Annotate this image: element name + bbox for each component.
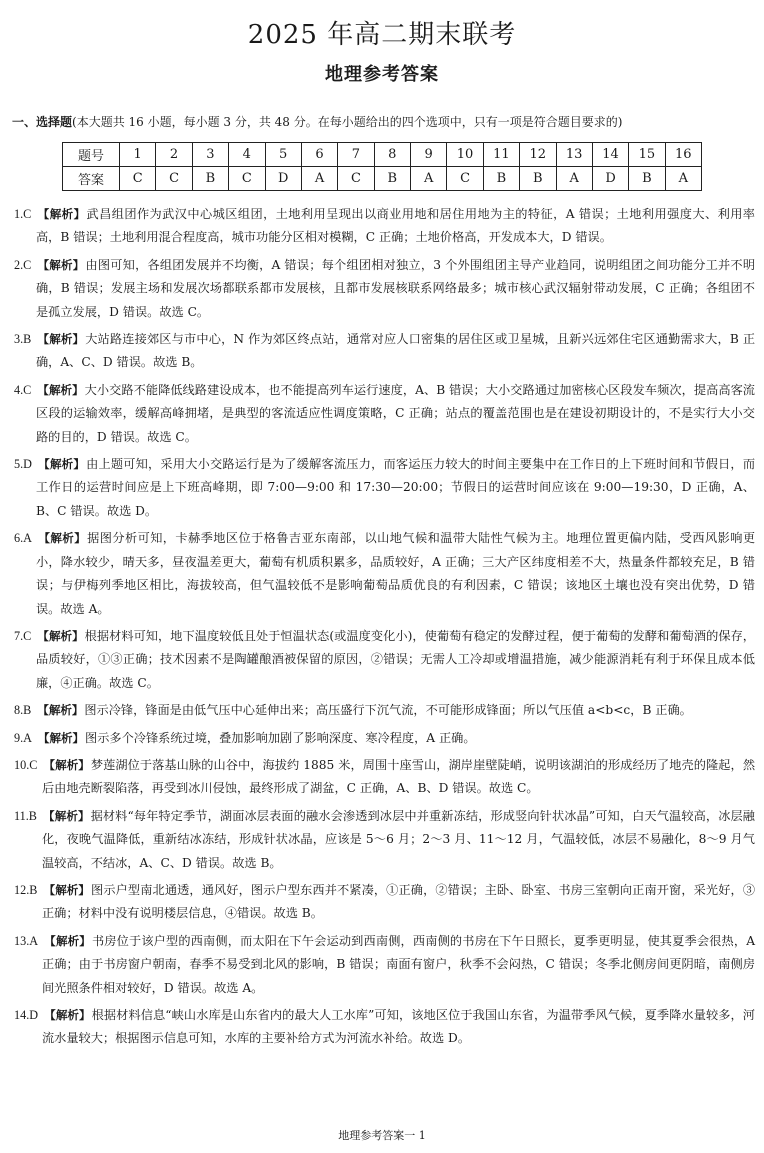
- item-number: 9.A: [14, 730, 32, 745]
- item-explanation: 图示户型南北通透，通风好，图示户型东西并不紧凑，①正确，②错误；主卧、卧室、书房三室朝向正南开窗，采光好，③正确；材料中没有说明楼层信息，④错误。故选 B。: [42, 882, 756, 921]
- answer-cell: B: [192, 167, 228, 191]
- question-number-cell: 16: [665, 143, 701, 167]
- answer-explanations: [14, 203, 755, 1055]
- item-number: 12.B: [14, 882, 38, 897]
- answer-item: [14, 379, 755, 449]
- section-instructions: (本大题共 16 小题，每小题 3 分，共 48 分。在每小题给出的四个选项中，只有一项是符合题目要求的): [72, 115, 623, 129]
- answer-cell: B: [483, 167, 519, 191]
- question-number-cell: 11: [483, 143, 519, 167]
- item-explanation: 大站路连接郊区与市中心，N 作为郊区终点站，通常对应人口密集的居住区或卫星城，且新兴远郊住宅区通勤需求大，B 正确，A、C、D 错误。故选 B。: [36, 332, 756, 370]
- page-title: 2025 年高二期末联考: [247, 20, 517, 50]
- answer-item: [14, 805, 755, 875]
- item-number: 8.B: [14, 703, 32, 718]
- question-number-cell: 10: [447, 143, 483, 167]
- answer-cell: C: [338, 167, 374, 191]
- item-explanation: 据材料“每年特定季节，湖面冰层表面的融水会渗透到冰层中并重新冻结，形成竖向针状冰晶”可知，白天气温较高，冰层融化，夜晚气温降低，重新结冰冻结，形成针状冰晶，应该是 5～6 月；2～3 月、11～12 月，气温较低，冰层不易融化，8～9 月气温较高，不结冰，A、C、D 错误。故选 B。: [42, 808, 755, 870]
- item-number: 7.C: [14, 628, 32, 643]
- answer-table-answer-row: [63, 167, 702, 191]
- answer-item: [14, 254, 755, 324]
- analysis-tag: 【解析】: [43, 757, 90, 772]
- question-number-cell: 1: [120, 143, 156, 167]
- item-explanation: 武昌组团作为武汉中心城区组团，土地利用呈现出以商业用地和居住用地为主的特征，A 错误；土地利用强度大、利用率高，B 错误；土地利用混合程度高，城市功能分区相对模糊，C 正确；土地价格高，开发成本大，D 错误。: [36, 207, 755, 245]
- answer-item: [14, 625, 755, 695]
- item-explanation: 梦莲湖位于落基山脉的山谷中，海拔约 1885 米，周围十座雪山，湖岸崖壁陡峭，说明该湖泊的形成经历了地壳的隆起，然后由地壳断裂陷落，再受到冰川侵蚀，最终形成了湖盆，C 正确，A、B、D 错误。故选 C。: [42, 757, 756, 796]
- row-label-answer: 答案: [63, 167, 120, 191]
- item-explanation: 大小交路不能降低线路建设成本，也不能提高列车运行速度，A、B 错误；大小交路通过加密核心区段发车频次，提高高客流区段的运输效率，缓解高峰拥堵，是典型的客流适应性调度策略，C 正确；站点的覆盖范围也是在建设初期设计的，不是实行大小交路的目的，D 错误。故选 C。: [36, 382, 755, 444]
- answer-cell: A: [301, 167, 337, 191]
- answer-cell: C: [447, 167, 483, 191]
- analysis-tag: 【解析】: [43, 808, 90, 823]
- item-number: 4.C: [14, 382, 32, 397]
- answer-item: [14, 879, 755, 926]
- analysis-tag: 【解析】: [37, 382, 84, 397]
- analysis-tag: 【解析】: [37, 628, 84, 643]
- answer-item: [14, 727, 755, 750]
- item-explanation: 据图分析可知，卡赫季地区位于格鲁吉亚东南部，以山地气候和温带大陆性气候为主。地理位置更偏内陆，受西风影响更小，降水较少，晴天多，昼夜温差更大，葡萄有机质积累多，品质较好，A 正确；三大产区纬度相差不大，热量条件都较充足，B 错误；与伊梅列季地区相比，海拔较高，但气温较低不是影响葡萄品质优良的有利因素，C 错误；该地区土壤也没有突出优势，D 错误。故选 A。: [36, 531, 756, 616]
- row-label-number: 题号: [63, 143, 120, 167]
- answer-cell: C: [120, 167, 156, 191]
- analysis-tag: 【解析】: [38, 457, 86, 472]
- analysis-tag: 【解析】: [44, 1008, 91, 1022]
- answer-item: [14, 1004, 755, 1051]
- item-number: 6.A: [14, 531, 32, 546]
- question-number-cell: 14: [592, 143, 628, 167]
- question-number-cell: 5: [265, 143, 301, 167]
- answer-cell: A: [411, 167, 447, 191]
- answer-cell: A: [556, 167, 592, 191]
- item-explanation: 根据材料信息“峡山水库是山东省内的最大人工水库”可知，该地区位于我国山东省，为温带季风气候，夏季降水量较多，河流水量较大；根据图示信息可知，水库的主要补给方式为河流水补给。故选 D。: [42, 1008, 755, 1046]
- analysis-tag: 【解析】: [37, 207, 86, 221]
- question-number-cell: 8: [374, 143, 410, 167]
- answer-item: [14, 328, 755, 375]
- question-number-cell: 9: [411, 143, 447, 167]
- analysis-tag: 【解析】: [37, 703, 84, 718]
- question-number-cell: 6: [301, 143, 337, 167]
- answer-cell: D: [592, 167, 628, 191]
- answer-table-number-row: [63, 143, 702, 167]
- item-number: 1.C: [14, 207, 32, 221]
- item-number: 2.C: [14, 257, 32, 272]
- item-explanation: 由上题可知，采用大小交路运行是为了缓解客流压力，而客运压力较大的时间主要集中在工作日的上下班时间和节假日，而工作日的运营时间应是上下班高峰期，即 7:00—9:00 和 17:30—20:00；节假日的运营时间应该在 9:00—19:30，D 正确，A、B、C 错误。故选 D。: [36, 457, 756, 518]
- item-number: 5.D: [14, 457, 32, 472]
- item-explanation: 图示多个冷锋系统过境，叠加影响加剧了影响深度、寒冷程度，A 正确。: [85, 730, 476, 745]
- question-number-cell: 12: [520, 143, 556, 167]
- analysis-tag: 【解析】: [37, 257, 85, 272]
- question-number-cell: 4: [229, 143, 265, 167]
- answer-item: [14, 527, 755, 621]
- item-explanation: 书房位于该户型的西南侧，而太阳在下午会运动到西南侧，西南侧的书房在下午日照长，夏季更明显，使其夏季会很热，A 正确；由于书房窗户朝南，春季不易受到北风的影响，B 错误；南面有窗户，秋季不会闷热，C 错误；冬季北侧房间更阴暗，南侧房间光照条件相对较好，D 错误。故选 A。: [42, 933, 755, 995]
- answer-item: [14, 453, 755, 523]
- question-number-cell: 13: [556, 143, 592, 167]
- item-number: 10.C: [14, 757, 38, 772]
- item-explanation: 由图可知，各组团发展并不均衡，A 错误；每个组团相对独立，3 个外围组团主导产业趋同，说明组团之间功能分工并不明确，B 错误；发展主场和发展次场都联系都市发展核，且都市发展核联系网络最多；城市核心武汉辐射带动发展，C 正确；各组团不是孤立发展，D 错误。故选 C。: [36, 257, 756, 319]
- item-explanation: 图示冷锋，锋面是由低气压中心延伸出来；高压盛行下沉气流，不可能形成锋面；所以气压值 a<b<c，B 正确。: [84, 703, 692, 718]
- answer-item: [14, 203, 755, 250]
- answer-table: [62, 142, 702, 191]
- page-footer: 地理参考答案一 1: [338, 1129, 426, 1142]
- question-number-cell: 2: [156, 143, 192, 167]
- item-explanation: 根据材料可知，地下温度较低且处于恒温状态(或温度变化小)，使葡萄有稳定的发酵过程，便于葡萄的发酵和葡萄酒的保存，品质较好，①③正确；技术因素不是陶罐酿酒被保留的原因，②错误；无需人工冷却或增温措施，减少能源消耗有利于环保且成本低廉，④正确。故选 C。: [36, 628, 755, 690]
- answer-cell: A: [665, 167, 701, 191]
- answer-cell: D: [265, 167, 301, 191]
- analysis-tag: 【解析】: [43, 882, 91, 897]
- answer-item: [14, 699, 755, 722]
- answer-cell: B: [629, 167, 665, 191]
- page-subtitle: 地理参考答案: [325, 64, 439, 85]
- section-label: 一、选择题: [12, 115, 73, 129]
- item-number: 13.A: [14, 933, 39, 948]
- analysis-tag: 【解析】: [37, 332, 85, 347]
- item-number: 3.B: [14, 332, 32, 347]
- question-number-cell: 3: [192, 143, 228, 167]
- answer-cell: C: [156, 167, 192, 191]
- answer-cell: C: [229, 167, 265, 191]
- section-heading: [12, 113, 757, 130]
- item-number: 11.B: [14, 808, 37, 823]
- analysis-tag: 【解析】: [44, 933, 91, 948]
- analysis-tag: 【解析】: [38, 730, 85, 745]
- item-number: 14.D: [14, 1008, 39, 1022]
- question-number-cell: 15: [629, 143, 665, 167]
- analysis-tag: 【解析】: [38, 531, 87, 546]
- answer-cell: B: [374, 167, 410, 191]
- answer-item: [14, 754, 755, 801]
- answer-cell: B: [520, 167, 556, 191]
- question-number-cell: 7: [338, 143, 374, 167]
- answer-item: [14, 930, 755, 1000]
